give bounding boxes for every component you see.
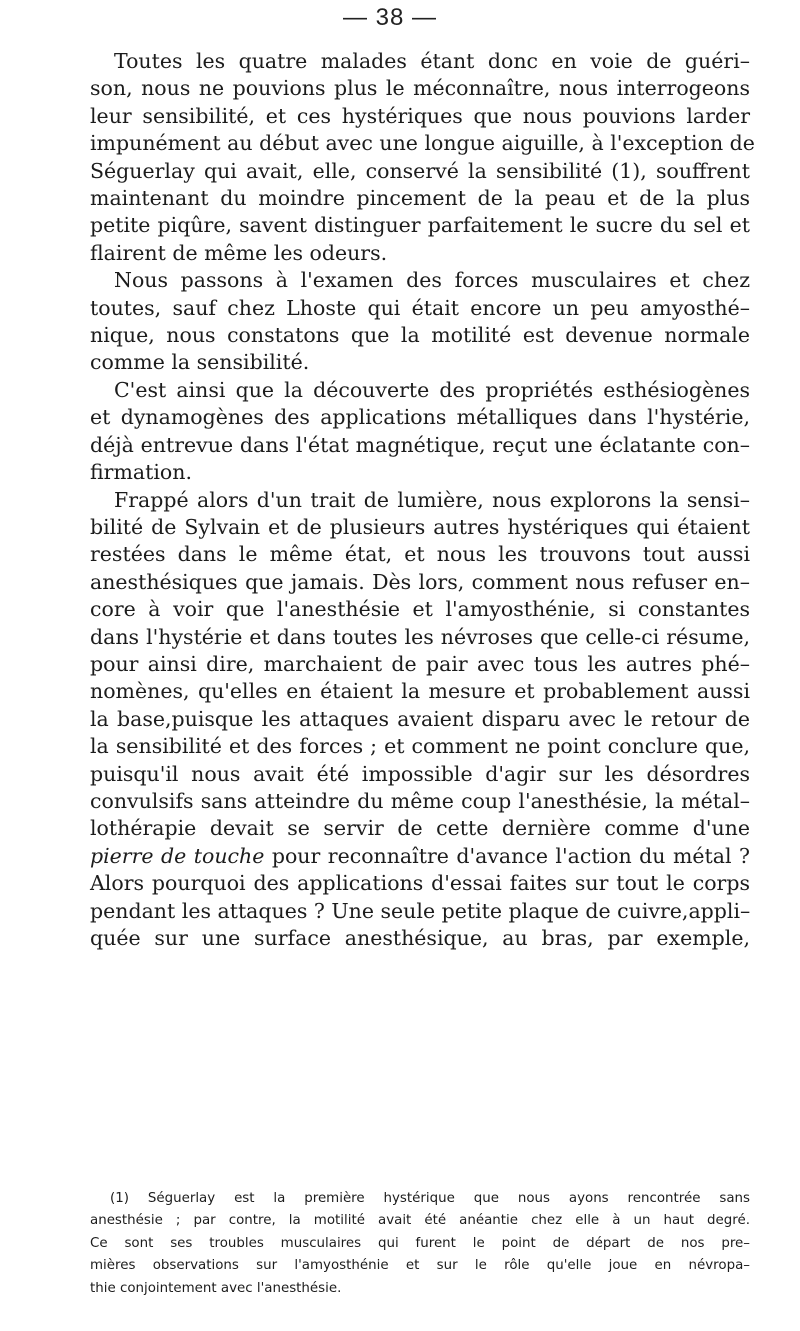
text-line: flairent de même les odeurs. (90, 240, 388, 265)
text-line: nomènes, qu'elles en étaient la mesure et probablement aussi (90, 679, 750, 704)
body-text (90, 48, 755, 952)
footnote-line: (1) Séguerlay est la première hystérique que nous ayons rencontrée sans (110, 1191, 750, 1206)
text-line: pendant les attaques ? Une seule petite plaque de cuivre,appli– (90, 898, 751, 923)
text-run: pour reconnaître d'avance l'action du métal ? (264, 843, 750, 868)
text-line: la base,puisque les attaques avaient disparu avec le retour de (90, 706, 750, 731)
text-line: petite piqûre, savent distinguer parfaitement le sucre du sel et (90, 213, 750, 238)
text-line: Alors pourquoi des applications d'essai faites sur tout le corps (90, 871, 750, 896)
text-line: Nous passons à l'examen des forces musculaires et chez (114, 268, 750, 293)
text-line: toutes, sauf chez Lhoste qui était encore un peu amyosthé– (90, 295, 750, 320)
text-line: Toutes les quatre malades étant donc en voie de guéri– (114, 49, 750, 73)
text-line: comme la sensibilité. (90, 350, 310, 375)
footnote-line: anesthésie ; par contre, la motilité avait été anéantie chez elle à un haut degré. (90, 1213, 750, 1229)
text-line: son, nous ne pouvions plus le méconnaître, nous interrogeons (90, 76, 750, 101)
footnote-line: Ce sont ses troubles musculaires qui furent le point de départ de nos pre– (90, 1235, 750, 1251)
text-line: firmation. (90, 460, 192, 485)
italic-phrase: pierre de touche (90, 843, 265, 868)
text-line (90, 843, 750, 870)
footnote-line: thie conjointement avec l'anesthésie. (90, 1280, 342, 1296)
text-line: impunément au début avec une longue aiguille, à l'exception de (90, 131, 755, 156)
text-line: convulsifs sans atteindre du même coup l'anesthésie, la métal– (90, 788, 750, 813)
text-line: déjà entrevue dans l'état magnétique, reçut une éclatante con– (90, 432, 750, 457)
text-line: puisqu'il nous avait été impossible d'agir sur les désordres (90, 761, 750, 786)
text-line: lothérapie devait se servir de cette dernière comme d'une (90, 816, 750, 841)
text-line: quée sur une surface anesthésique, au bras, par exemple, (90, 926, 750, 950)
text-line: core à voir que l'anesthésie et l'amyosthénie, si constantes (90, 597, 750, 622)
footnote-line: mières observations sur l'amyosthénie et sur le rôle qu'elle joue en névropa– (90, 1258, 750, 1274)
text-line: bilité de Sylvain et de plusieurs autres hystériques qui étaient (90, 514, 750, 539)
page-number: — 38 — (342, 4, 438, 31)
text-line: et dynamogènes des applications métalliques dans l'hystérie, (90, 405, 750, 430)
text-line: Séguerlay qui avait, elle, conservé la sensibilité (1), souffrent (90, 158, 750, 183)
text-line: maintenant du moindre pincement de la peau et de la plus (90, 186, 750, 211)
text-line: anesthésiques que jamais. Dès lors, comment nous refuser en– (90, 569, 750, 594)
text-line: leur sensibilité, et ces hystériques que nous pouvions larder (90, 103, 750, 128)
text-line: C'est ainsi que la découverte des propriétés esthésiogènes (114, 377, 750, 402)
footnote (90, 1188, 750, 1300)
text-line: nique, nous constatons que la motilité est devenue normale (90, 323, 750, 348)
text-line: restées dans le même état, et nous les trouvons tout aussi (90, 542, 750, 567)
text-line: la sensibilité et des forces ; et comment ne point conclure que, (90, 734, 750, 759)
text-line: Frappé alors d'un trait de lumière, nous explorons la sensi– (114, 487, 750, 512)
text-line: dans l'hystérie et dans toutes les névroses que celle-ci résume, (90, 624, 750, 649)
text-line: pour ainsi dire, marchaient de pair avec tous les autres phé– (90, 651, 750, 676)
